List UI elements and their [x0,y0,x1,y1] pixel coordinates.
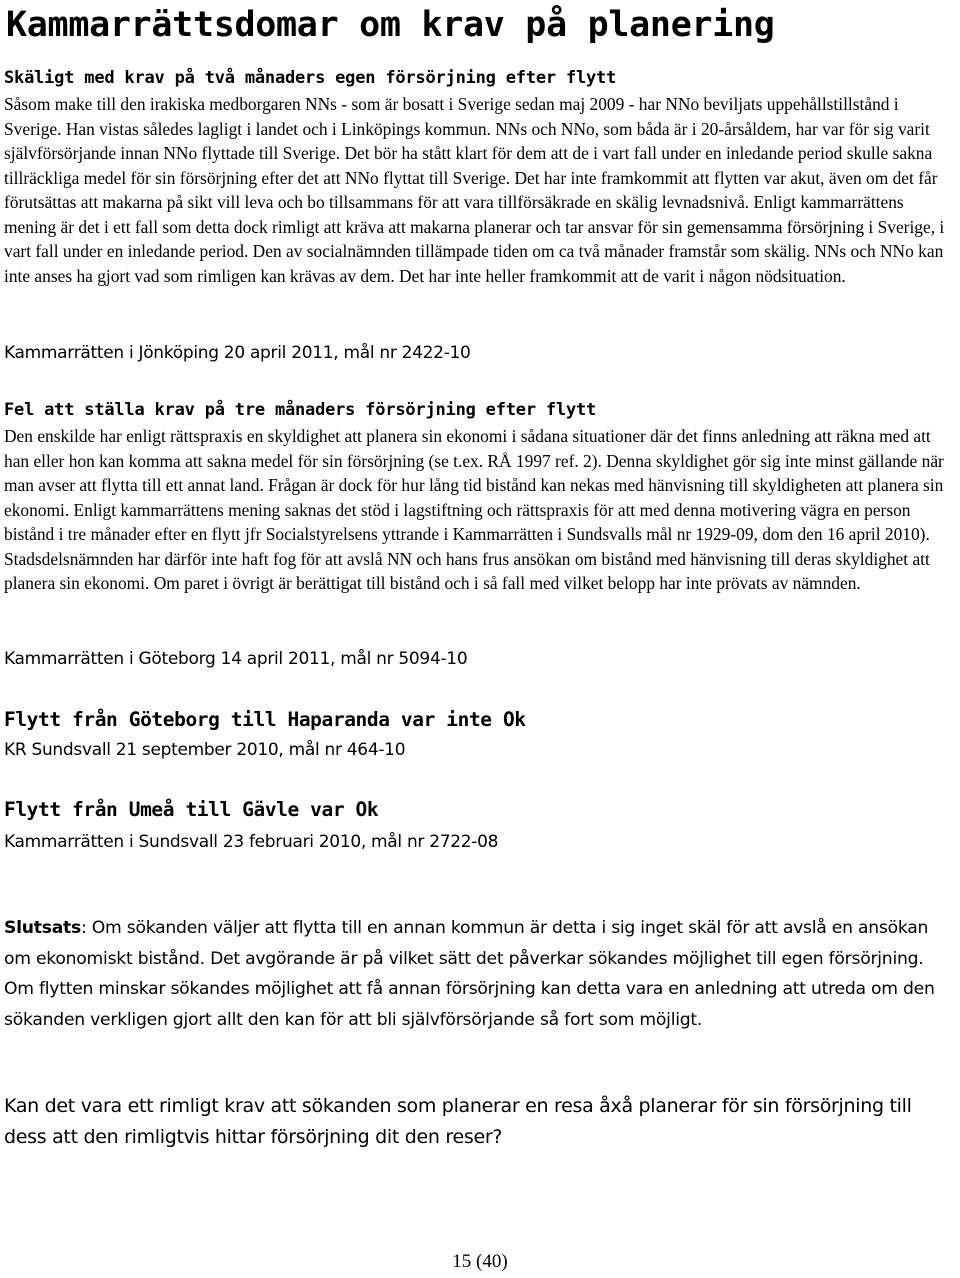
section-2-heading: Fel att ställa krav på tre månaders försörjning efter flytt [4,400,597,420]
closing-question: Kan det vara ett rimligt krav att sökanden som planerar en resa åxå planerar för sin försörjning till dess att den rimligtvis hittar försörjning dit den reser? [4,1095,912,1148]
section-3-heading: Flytt från Göteborg till Haparanda var inte Ok [4,708,526,731]
conclusion-text: : Om sökanden väljer att flytta till en annan kommun är detta i sig inget skäl för att avslå en ansökan om ekonomiskt bistånd. Det avgörande är på vilket sätt det påverkar sökandes möjlighet till egen försörjning. Om flytten minskar sökandes möjlighet att få annan försörjning kan detta vara en anledning att utreda om den sökanden verkligen gjort allt den kan för att bli självförsörjande så fort som möjligt. [4,918,935,1031]
section-1-body: Såsom make till den irakiska medborgaren NNs - som är bosatt i Sverige sedan maj 2009 - har NNo beviljats uppehållstillstånd i Sverige. Han vistas således lagligt i landet och i Linköpings kommun. NNs och NNo, som båda är i 20-årsåldem, har var för sig varit självförsörjande innan NNo flyttade till Sverige. Det bör ha stått klart för dem att de i vart fall under en inledande period skulle sakna tillräckliga medel för sin försörjning efter det att NNo flyttat till Sverige. Det har inte framkommit att flytten var akut, även om det får förutsättas att makarna på sikt vill leva och bo tillsammans för att vara tillförsäkrade en skälig levnadsnivå. Enligt kammarrättens mening är det i ett fall som detta dock rimligt att kräva att makarna planerar och tar ansvar för sin gemensamma försörjning i Sverige, i vart fall under en inledande period. Den av socialnämnden tillämpade tiden om ca två månader framstår som skälig. NNs och NNo kan inte anses ha gjort vad som rimligen kan krävas av dem. Det har inte heller framkommit att de varit i någon nödsituation. [4,94,945,286]
page-title: Kammarrättsdomar om krav på planering [6,5,775,45]
section-3-reference: KR Sundsvall 21 september 2010, mål nr 464-10 [4,740,406,760]
section-4-reference: Kammarrätten i Sundsvall 23 februari 2010, mål nr 2722-08 [4,832,499,852]
section-1-heading: Skäligt med krav på två månaders egen försörjning efter flytt [4,68,617,88]
section-1-reference: Kammarrätten i Jönköping 20 april 2011, mål nr 2422-10 [4,343,471,363]
conclusion-paragraph [4,913,954,1036]
page-number: 15 (40) [452,1251,508,1272]
section-2-reference: Kammarrätten i Göteborg 14 april 2011, mål nr 5094-10 [4,649,468,669]
section-2-body: Den enskilde har enligt rättspraxis en skyldighet att planera sin ekonomi i sådana situationer där det finns anledning att räkna med att han eller hon kan komma att sakna medel för sin försörjning (se t.ex. RÅ 1997 ref. 2). Denna skyldighet gör sig inte minst gällande när man avser att flytta till ett annat land. Frågan är dock för hur lång tid bistånd kan nekas med hänvisning till skyldigheten att planera sin ekonomi. Enligt kammarrättens mening saknas det stöd i lagstiftning och rättspraxis för att med denna motivering vägra en person bistånd i tre månader efter en flytt jfr Socialstyrelsens yttrande i Kammarrätten i Sundsvalls mål nr 1929-09, dom den 16 april 2010). Stadsdelsnämnden har därför inte haft fog för att avslå NN och hans frus ansökan om bistånd med hänvisning till deras skyldighet att planera sin ekonomi. Om paret i övrigt är berättigat till bistånd och i så fall med vilket belopp har inte prövats av nämnden. [4,426,944,593]
section-4-heading: Flytt från Umeå till Gävle var Ok [4,798,379,821]
conclusion-label: Slutsats [4,918,81,938]
